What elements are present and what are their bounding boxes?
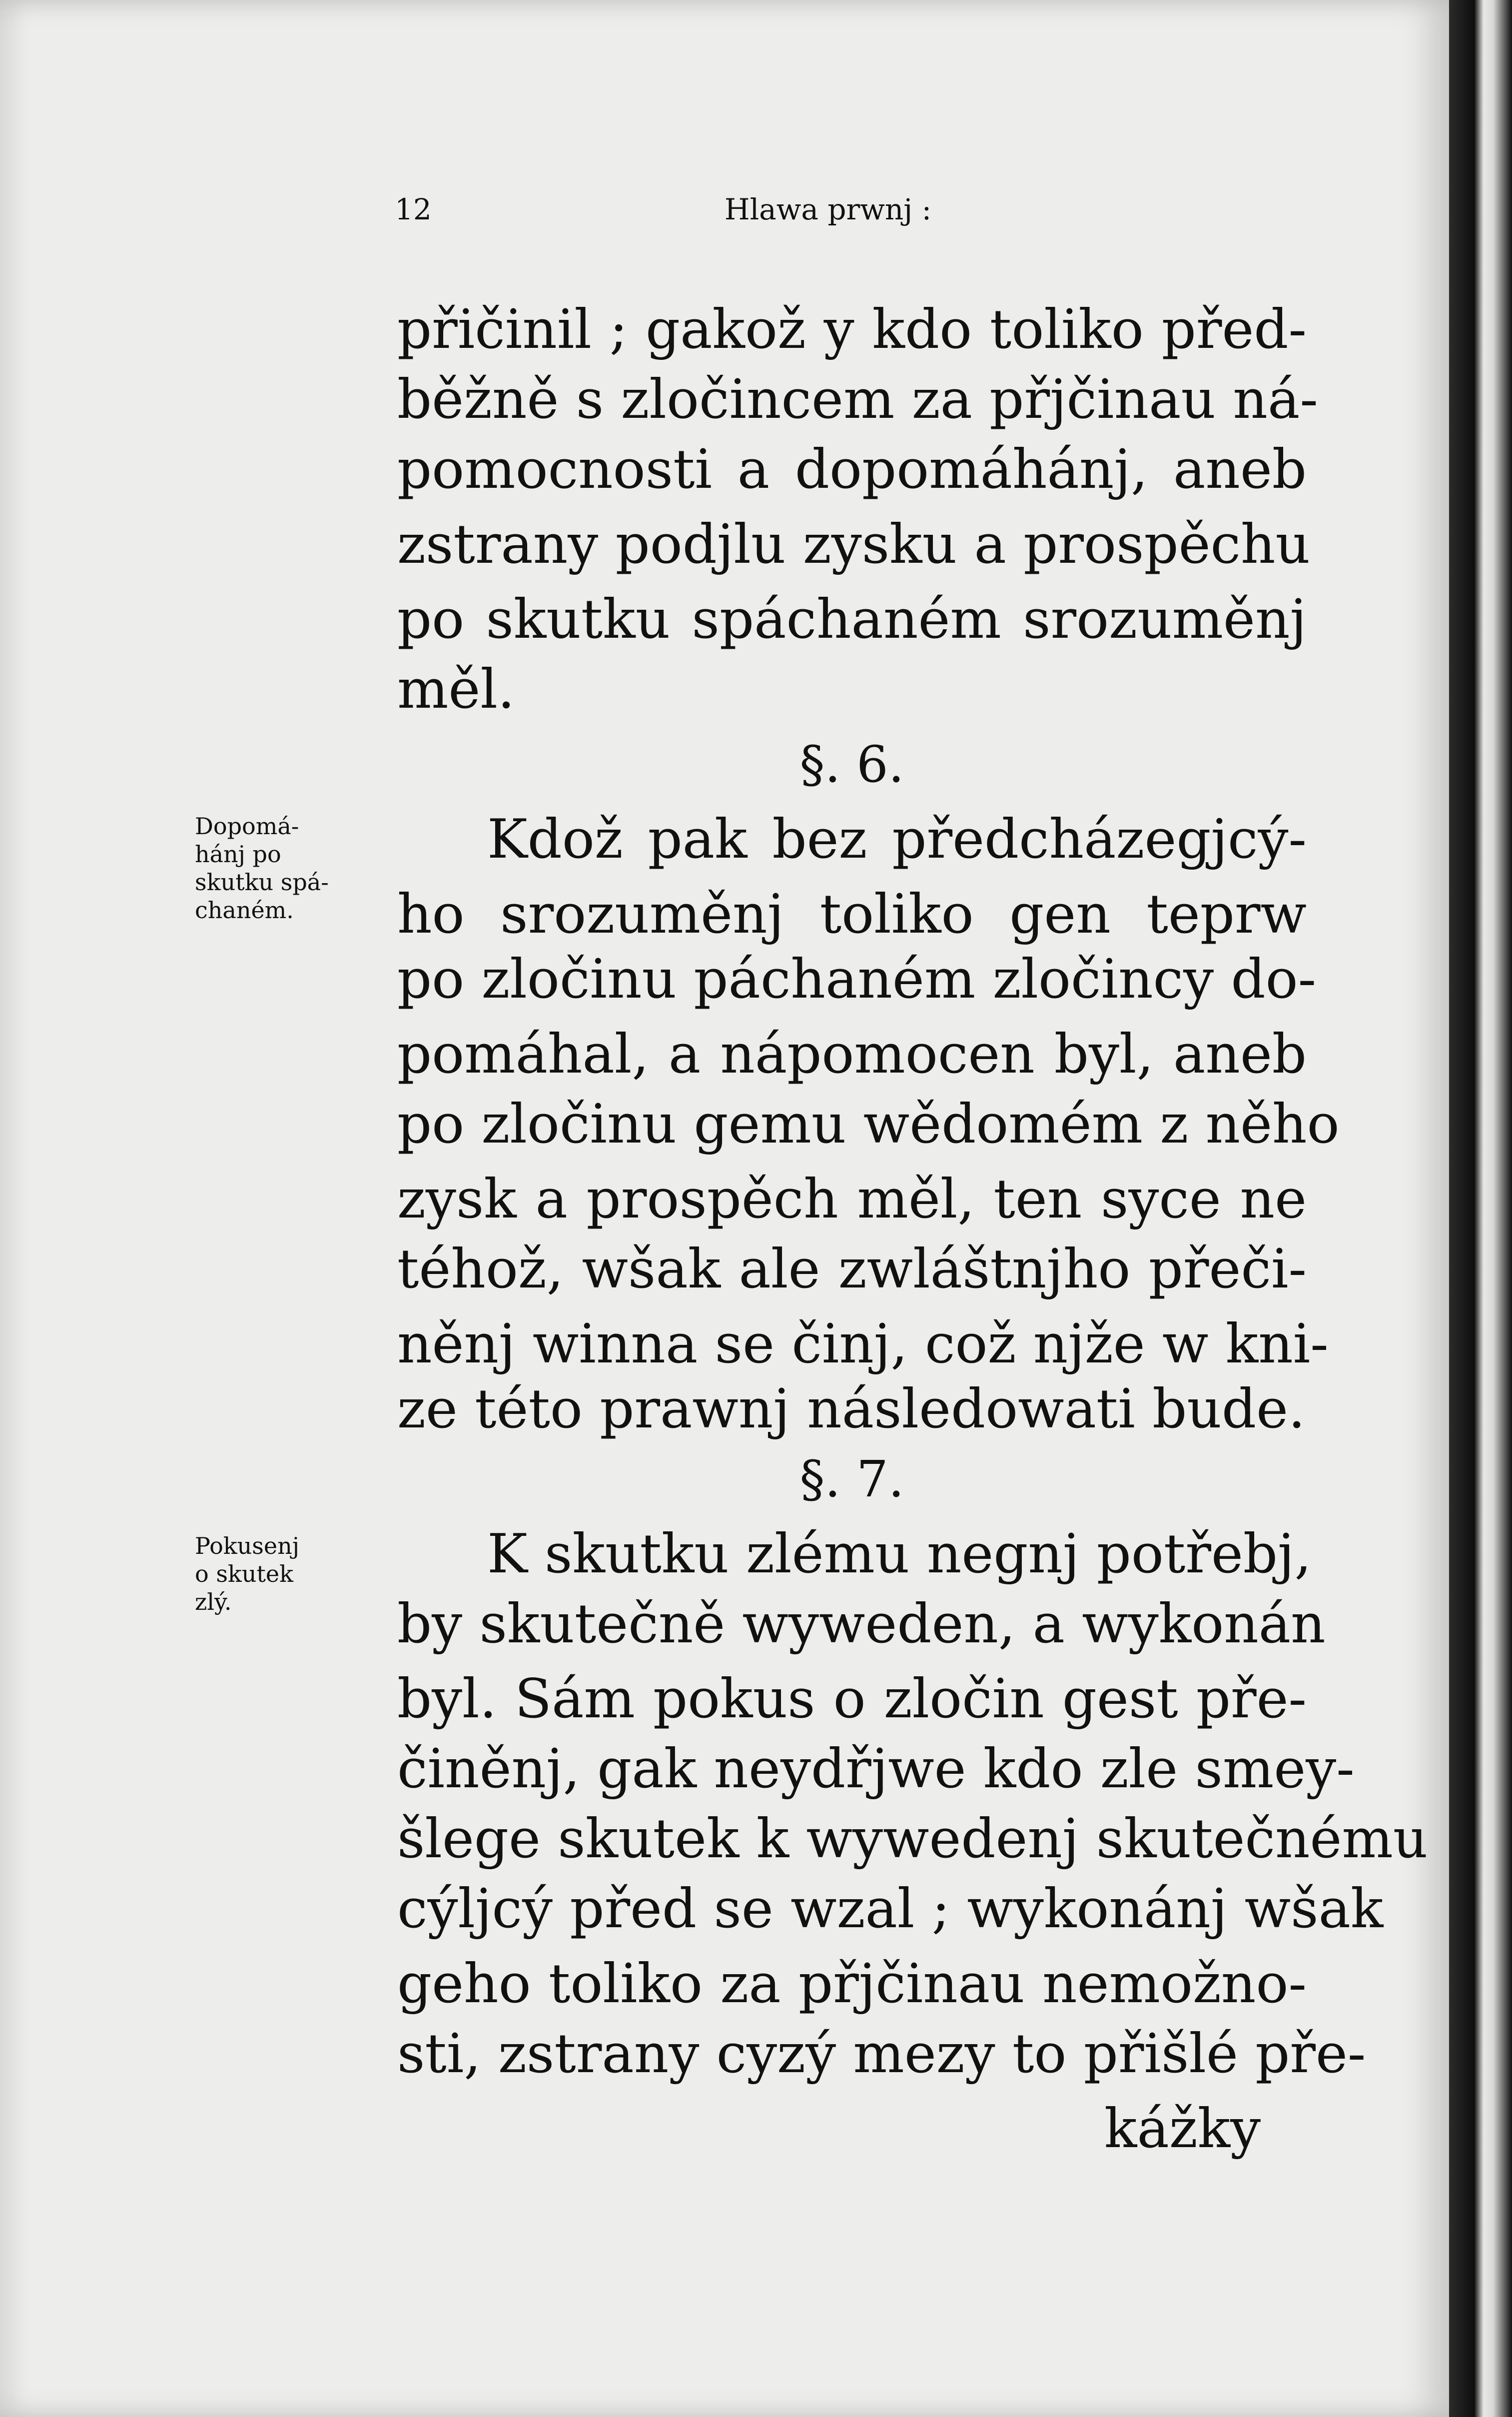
text-line: by skutečně wywеden, a wykonán — [397, 1593, 1326, 1655]
text-line: sti, zstrany cyzý mezy to přišlé pře- — [397, 2023, 1366, 2085]
text-line: ze této prawnj následowati bude. — [397, 1378, 1306, 1440]
text-line: přičinil ; gakož y kdo toliko před- — [397, 298, 1307, 361]
text-line: měl. — [397, 658, 515, 721]
marginal-note-line: skutku spá- — [195, 869, 329, 896]
text-line: po skutku spáchaném srozuměnj — [397, 588, 1307, 651]
marginal-note — [195, 1532, 375, 1616]
page-number: 12 — [395, 192, 432, 226]
marginal-note-line: Pokusenj — [195, 1532, 299, 1559]
text-line: zstrany podjlu zysku a prospěchu — [397, 513, 1311, 576]
book-gutter-edge — [1449, 0, 1512, 2417]
text-line: zysk a prospěch měl, ten syce ne — [397, 1168, 1307, 1230]
text-line: něnj winna se činj, což njže w kni- — [397, 1313, 1329, 1375]
text-line: K skutku zlému negnj potřebj, — [487, 1523, 1312, 1585]
section-heading: §. 7. — [799, 1450, 904, 1508]
marginal-note-line: hánj po — [195, 841, 281, 868]
running-head — [395, 192, 1319, 237]
text-line: činěnj, gak neydřjwe kdo zle smey- — [397, 1738, 1355, 1800]
text-line: pomocnosti a dopomáhánj, aneb — [397, 438, 1307, 501]
marginal-note-line: o skutek — [195, 1560, 294, 1587]
text-line: běžně s zločincem za přjčinau ná- — [397, 368, 1318, 431]
text-line: po zločinu gemu wědomém z něho — [397, 1093, 1340, 1156]
section-heading: §. 6. — [799, 735, 904, 794]
text-line: geho toliko za přjčinau nemožno- — [397, 1953, 1307, 2015]
text-line: pomáhal, a nápomocen byl, aneb — [397, 1023, 1307, 1086]
text-line: téhož, wšak ale zwláštnjho přeči- — [397, 1238, 1307, 1300]
marginal-note-line: chaném. — [195, 897, 294, 924]
text-line: byl. Sám pokus o zločin gest pře- — [397, 1668, 1307, 1730]
catchword: kážky — [1104, 2098, 1261, 2160]
marginal-note — [195, 812, 375, 924]
text-line: ho srozuměnj toliko gen teprw — [397, 883, 1307, 946]
marginal-note-line: zlý. — [195, 1588, 232, 1615]
chapter-title: Hlawa prwnj : — [725, 192, 932, 226]
text-line: Kdož pak bez předcházegjcý- — [487, 808, 1307, 871]
marginal-note-line: Dopomá- — [195, 813, 299, 840]
text-line: šlege skutek k wywеdenj skutečnému — [397, 1808, 1428, 1870]
text-line: po zločinu páchaném zločincy do- — [397, 948, 1317, 1011]
text-line: cýljcý před se wzal ; wykonánj wšak — [397, 1878, 1384, 1940]
